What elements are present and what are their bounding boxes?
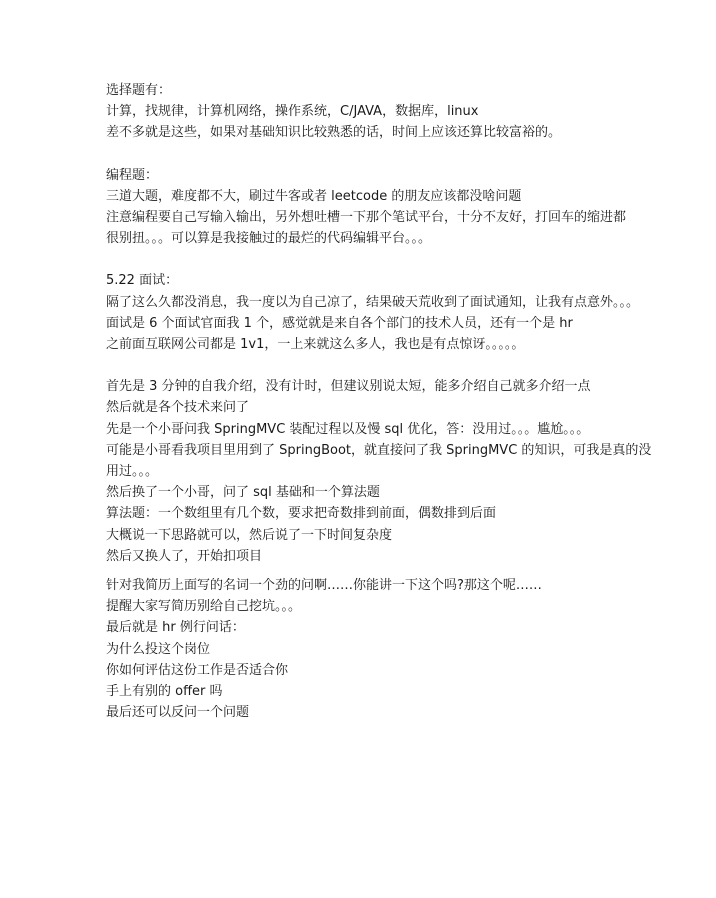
text-line: 大概说一下思路就可以，然后说了一下时间复杂度 (106, 527, 393, 543)
text-line: 可能是小哥看我项目里用到了 SpringBoot，就直接问了我 SpringMVC 的知识，可我是真的没 (106, 442, 652, 458)
text-line: 面试是 6 个面试官面我 1 个，感觉就是来自各个部门的技术人员，还有一个是 hr (106, 315, 573, 331)
text-line: 手上有别的 offer 吗 (106, 684, 223, 700)
text-line: 用过。。。 (106, 464, 159, 480)
text-line: 针对我简历上面写的名词一个劲的问啊……你能讲一下这个吗?那这个呢…… (106, 578, 542, 594)
text-line: 三道大题，难度都不大，刷过牛客或者 leetcode 的朋友应该都没啥问题 (106, 188, 522, 204)
section-interview-intro (106, 270, 676, 355)
text-line: 5.22 面试： (106, 273, 179, 289)
text-line: 首先是 3 分钟的自我介绍，没有计时，但建议别说太短，能多介绍自己就多介绍一点 (106, 379, 591, 395)
document-body (106, 80, 676, 723)
section-choice-questions (106, 80, 676, 144)
text-line: 编程题： (106, 167, 159, 183)
text-line: 计算，找规律，计算机网络，操作系统，C/JAVA，数据库，linux (106, 104, 479, 120)
section-interview-process (106, 376, 676, 567)
section-resume-and-hr (106, 575, 676, 723)
section-coding-questions (106, 165, 676, 250)
text-line: 之前面互联网公司都是 1v1，一上来就这么多人，我也是有点惊讶。。。。。 (106, 337, 525, 353)
text-line: 很别扭。。。可以算是我接触过的最烂的代码编辑平台。。。 (106, 231, 432, 247)
text-line: 差不多就是这些，如果对基础知识比较熟悉的话，时间上应该还算比较富裕的。 (106, 125, 562, 141)
text-line: 最后还可以反问一个问题 (106, 705, 250, 721)
text-line: 为什么投这个岗位 (106, 641, 211, 657)
text-line: 注意编程要自己写输入输出，另外想吐槽一下那个笔试平台，十分不友好，打回车的缩进都 (106, 210, 627, 226)
text-line: 算法题：一个数组里有几个数，要求把奇数排到前面，偶数排到后面 (106, 506, 497, 522)
text-line: 最后就是 hr 例行问话： (106, 620, 245, 636)
text-line: 提醒大家写简历别给自己挖坑。。。 (106, 599, 302, 615)
text-line: 隔了这么久都没消息，我一度以为自己凉了，结果破天荒收到了面试通知，让我有点意外。。。 (106, 294, 640, 310)
text-line: 然后又换人了，开始扣项目 (106, 548, 263, 564)
text-line: 你如何评估这份工作是否适合你 (106, 662, 289, 678)
text-line: 先是一个小哥问我 SpringMVC 装配过程以及慢 sql 优化，答：没用过。。。尴尬。。。 (106, 421, 590, 437)
text-line: 然后就是各个技术来问了 (106, 400, 250, 416)
text-line: 然后换了一个小哥，问了 sql 基础和一个算法题 (106, 485, 380, 501)
text-line: 选择题有： (106, 83, 172, 98)
